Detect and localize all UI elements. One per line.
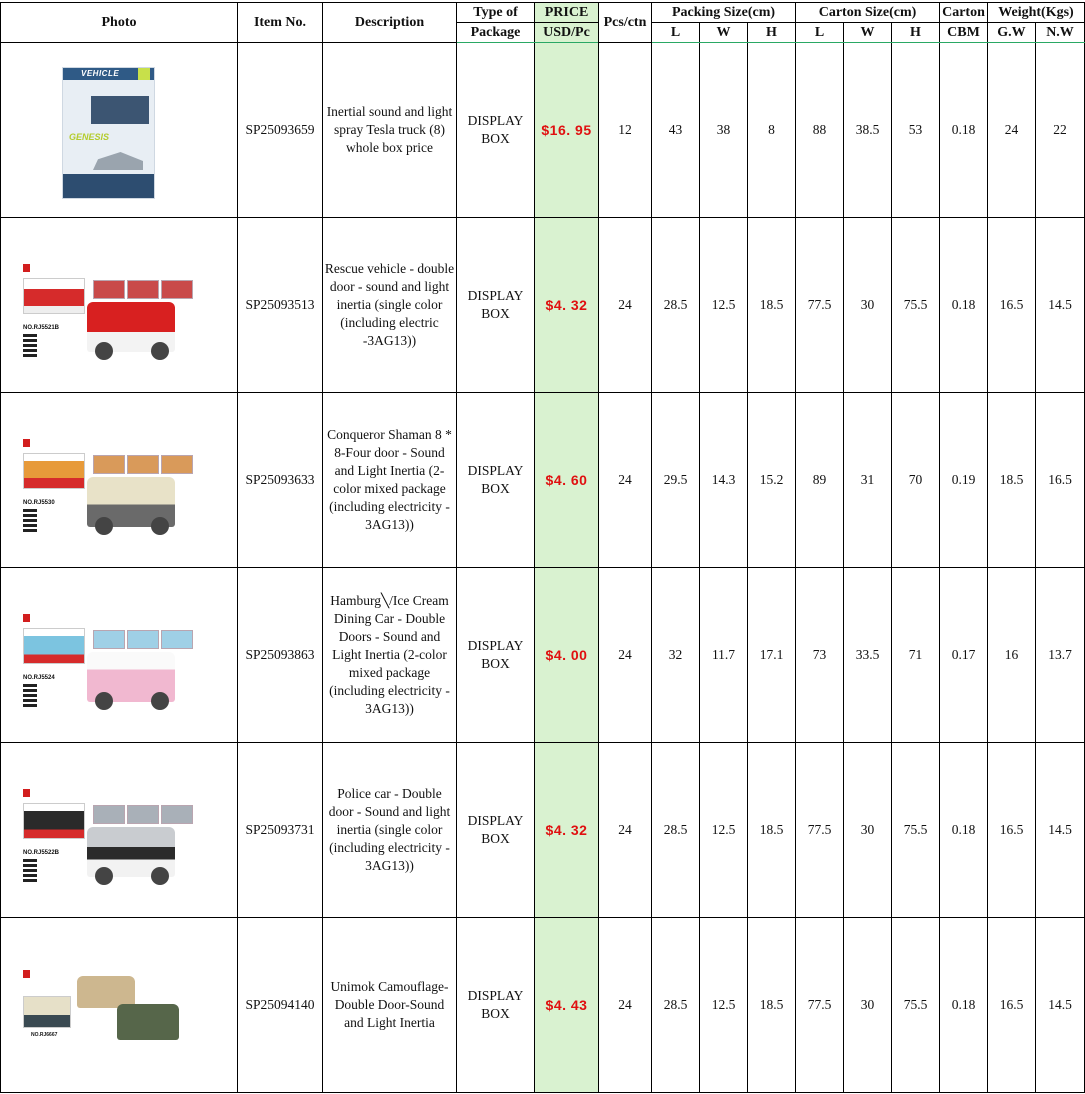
packing-h: 8 xyxy=(748,43,796,218)
cbm: 0.18 xyxy=(940,743,988,918)
gross-weight: 16.5 xyxy=(988,918,1036,1093)
carton-w: 31 xyxy=(844,393,892,568)
header-carton-size: Carton Size(cm) xyxy=(796,3,940,23)
carton-w: 38.5 xyxy=(844,43,892,218)
header-cbm: CBM xyxy=(940,23,988,43)
gross-weight: 16.5 xyxy=(988,743,1036,918)
header-description: Description xyxy=(323,3,457,43)
police-car-image[interactable]: NO.RJ5522B xyxy=(17,785,193,897)
packing-h: 18.5 xyxy=(748,918,796,1093)
price-cell xyxy=(535,743,599,918)
product-photo-cell xyxy=(1,43,238,218)
package-type: DISPLAY BOX xyxy=(457,43,535,218)
package-type: DISPLAY BOX xyxy=(457,568,535,743)
item-no: SP25093659 xyxy=(238,43,323,218)
carton-h: 53 xyxy=(892,43,940,218)
packing-l: 28.5 xyxy=(652,218,700,393)
vehicle-genesis-box-image[interactable]: VEHICLE GENESIS xyxy=(62,67,155,199)
table-row xyxy=(1,568,1085,743)
price-value: $4. 32 xyxy=(545,821,588,838)
product-photo-cell xyxy=(1,918,238,1093)
pcs-per-carton: 24 xyxy=(599,743,652,918)
conqueror-shaman-image[interactable]: NO.RJ5530 xyxy=(17,435,193,547)
packing-w: 38 xyxy=(700,43,748,218)
header-packing-h: H xyxy=(748,23,796,43)
price-cell xyxy=(535,568,599,743)
packing-l: 29.5 xyxy=(652,393,700,568)
package-type: DISPLAY BOX xyxy=(457,918,535,1093)
item-no: SP25093513 xyxy=(238,218,323,393)
description: Conqueror Shaman 8 * 8-Four door - Sound and Light Inertia (2-color mixed package (including electricity - 3AG13)) xyxy=(323,393,457,568)
header-carton-l: L xyxy=(796,23,844,43)
package-type: DISPLAY BOX xyxy=(457,393,535,568)
carton-h: 71 xyxy=(892,568,940,743)
cbm: 0.18 xyxy=(940,218,988,393)
table-row xyxy=(1,218,1085,393)
price-cell xyxy=(535,218,599,393)
packing-l: 43 xyxy=(652,43,700,218)
description: Inertial sound and light spray Tesla truck (8) whole box price xyxy=(323,43,457,218)
item-no: SP25093731 xyxy=(238,743,323,918)
carton-l: 89 xyxy=(796,393,844,568)
packing-l: 28.5 xyxy=(652,918,700,1093)
net-weight: 16.5 xyxy=(1036,393,1085,568)
pcs-per-carton: 24 xyxy=(599,393,652,568)
price-value: $4. 32 xyxy=(545,296,588,313)
packing-l: 28.5 xyxy=(652,743,700,918)
carton-h: 75.5 xyxy=(892,743,940,918)
header-package: Package xyxy=(457,23,535,43)
gross-weight: 16.5 xyxy=(988,218,1036,393)
product-photo-cell xyxy=(1,743,238,918)
table-row xyxy=(1,43,1085,218)
header-carton-w: W xyxy=(844,23,892,43)
packing-l: 32 xyxy=(652,568,700,743)
description: Rescue vehicle - double door - sound and light inertia (single color (including electric -3AG13)) xyxy=(323,218,457,393)
table-row xyxy=(1,393,1085,568)
header-usd-pc: USD/Pc xyxy=(535,23,599,43)
net-weight: 14.5 xyxy=(1036,918,1085,1093)
description: Unimok Camouflage-Double Door-Sound and Light Inertia xyxy=(323,918,457,1093)
packing-h: 15.2 xyxy=(748,393,796,568)
header-photo: Photo xyxy=(1,3,238,43)
item-no: SP25093863 xyxy=(238,568,323,743)
carton-w: 30 xyxy=(844,218,892,393)
header-packing-l: L xyxy=(652,23,700,43)
carton-h: 75.5 xyxy=(892,918,940,1093)
net-weight: 14.5 xyxy=(1036,743,1085,918)
header-type-of: Type of xyxy=(457,3,535,23)
price-cell xyxy=(535,393,599,568)
price-value: $4. 43 xyxy=(545,996,588,1013)
carton-l: 88 xyxy=(796,43,844,218)
header-net-weight: N.W xyxy=(1036,23,1085,43)
packing-w: 14.3 xyxy=(700,393,748,568)
item-no: SP25093633 xyxy=(238,393,323,568)
unimok-camouflage-image[interactable]: NO.RJ6667 xyxy=(17,966,193,1078)
carton-l: 73 xyxy=(796,568,844,743)
cbm: 0.17 xyxy=(940,568,988,743)
gross-weight: 16 xyxy=(988,568,1036,743)
packing-h: 18.5 xyxy=(748,218,796,393)
packing-w: 12.5 xyxy=(700,743,748,918)
header-price: PRICE xyxy=(535,3,599,23)
carton-h: 70 xyxy=(892,393,940,568)
packing-w: 11.7 xyxy=(700,568,748,743)
net-weight: 22 xyxy=(1036,43,1085,218)
net-weight: 14.5 xyxy=(1036,218,1085,393)
cbm: 0.18 xyxy=(940,918,988,1093)
carton-w: 30 xyxy=(844,918,892,1093)
product-photo-cell xyxy=(1,218,238,393)
table-row xyxy=(1,743,1085,918)
carton-h: 75.5 xyxy=(892,218,940,393)
cbm: 0.18 xyxy=(940,43,988,218)
product-table xyxy=(0,2,1085,1093)
gross-weight: 18.5 xyxy=(988,393,1036,568)
pcs-per-carton: 24 xyxy=(599,218,652,393)
pcs-per-carton: 12 xyxy=(599,43,652,218)
price-value: $4. 00 xyxy=(545,646,588,663)
description: Hamburg╲/Ice Cream Dining Car - Double Doors - Sound and Light Inertia (2-color mixed package (including electricity - 3AG13)) xyxy=(323,568,457,743)
cbm: 0.19 xyxy=(940,393,988,568)
rescue-vehicle-image[interactable]: NO.RJ5521B xyxy=(17,260,193,372)
header-packing-size: Packing Size(cm) xyxy=(652,3,796,23)
net-weight: 13.7 xyxy=(1036,568,1085,743)
carton-w: 30 xyxy=(844,743,892,918)
price-cell xyxy=(535,918,599,1093)
carton-l: 77.5 xyxy=(796,918,844,1093)
carton-w: 33.5 xyxy=(844,568,892,743)
price-value: $16. 95 xyxy=(541,121,592,138)
header-gross-weight: G.W xyxy=(988,23,1036,43)
gross-weight: 24 xyxy=(988,43,1036,218)
item-no: SP25094140 xyxy=(238,918,323,1093)
carton-l: 77.5 xyxy=(796,743,844,918)
header-carton-h: H xyxy=(892,23,940,43)
packing-w: 12.5 xyxy=(700,918,748,1093)
description: Police car - Double door - Sound and light inertia (single color (including electricity - 3AG13)) xyxy=(323,743,457,918)
header-item-no: Item No. xyxy=(238,3,323,43)
packing-h: 18.5 xyxy=(748,743,796,918)
packing-w: 12.5 xyxy=(700,218,748,393)
price-cell xyxy=(535,43,599,218)
header-weight: Weight(Kgs) xyxy=(988,3,1085,23)
header-carton: Carton xyxy=(940,3,988,23)
pcs-per-carton: 24 xyxy=(599,918,652,1093)
header-pcs-ctn: Pcs/ctn xyxy=(599,3,652,43)
pcs-per-carton: 24 xyxy=(599,568,652,743)
header-packing-w: W xyxy=(700,23,748,43)
price-value: $4. 60 xyxy=(545,471,588,488)
product-photo-cell xyxy=(1,568,238,743)
package-type: DISPLAY BOX xyxy=(457,218,535,393)
carton-l: 77.5 xyxy=(796,218,844,393)
package-type: DISPLAY BOX xyxy=(457,743,535,918)
table-row xyxy=(1,918,1085,1093)
packing-h: 17.1 xyxy=(748,568,796,743)
ice-cream-car-image[interactable]: NO.RJ5524 xyxy=(17,610,193,722)
product-photo-cell xyxy=(1,393,238,568)
